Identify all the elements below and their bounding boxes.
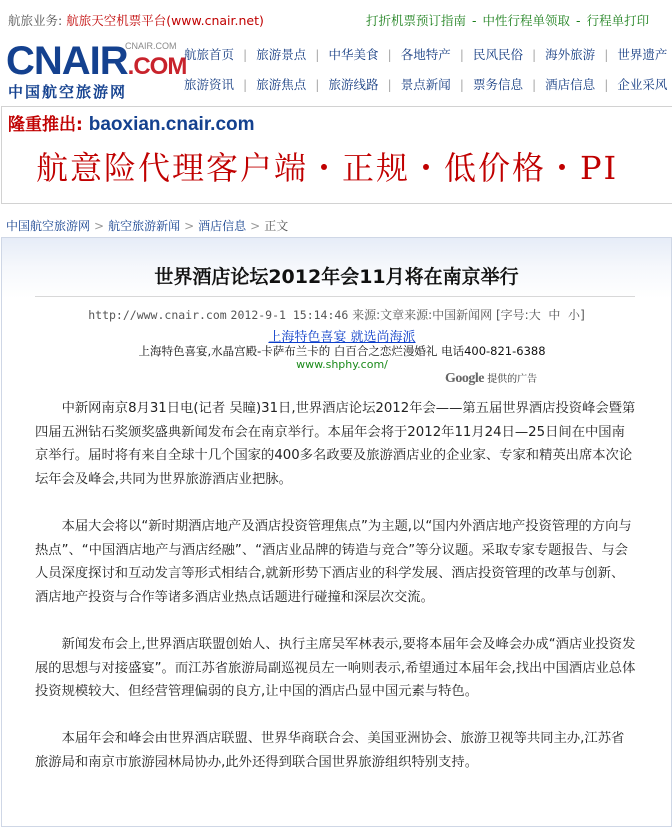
google-logo: Google: [445, 371, 484, 386]
nav-travel-focus[interactable]: 旅游焦点: [256, 77, 307, 92]
article-paragraph: 新闻发布会上,世界酒店联盟创始人、执行主席吴军林表示,要将本届年会及峰会办成“酒店业投资发展的思想与对接盛宴”。而江苏省旅游局副巡视员左一响则表示,希望通过本届年会,找出中国酒店业总体投资规模较大、但经营管理偏弱的良方,让中国的酒店凸显中国元素与特色。: [35, 636, 636, 700]
nav-hotel-info[interactable]: 酒店信息: [545, 77, 596, 92]
business-label: 航旅业务:: [8, 13, 63, 28]
top-link-separator: -: [576, 13, 581, 28]
banner-headline: 隆重推出: baoxian.cnair.com: [8, 114, 255, 135]
article-paragraph: 本届大会将以“新时期酒店地产及酒店投资管理焦点”为主题,以“国内外酒店地产投资管理的方向与热点”、“中国酒店地产与酒店经融”、“酒店业品牌的铸造与竞合”等分议题。采取专家专题报告、与会人员深度探讨和互动发言等形式相结合,就新形势下酒店业的科学发展、酒店投资管理的改革与创新、酒店地产投资与合作等诸多酒店业热点话题进行碰撞和深层次交流。: [35, 518, 632, 605]
nav-home[interactable]: 航旅首页: [184, 47, 235, 62]
font-size-end: ]: [580, 308, 585, 322]
top-link-separator: -: [472, 13, 477, 28]
breadcrumb-separator: >: [250, 219, 261, 233]
logo-small-text: CNAIR.COM: [125, 41, 177, 51]
google-ads-attribution[interactable]: [445, 370, 537, 387]
title-divider: [35, 296, 635, 297]
breadcrumb: [6, 217, 288, 234]
top-bar: [0, 0, 672, 36]
meta-url: http://www.cnair.com: [88, 308, 227, 322]
nav-folk-customs[interactable]: 民风民俗: [472, 47, 523, 62]
breadcrumb-hotel-info[interactable]: 酒店信息: [198, 219, 247, 233]
article-body: [35, 397, 637, 798]
breadcrumb-separator: >: [94, 219, 105, 233]
font-size-label: [字号:: [496, 308, 529, 322]
article-paragraph: 中新网南京8月31日电(记者 吴瞳)31日,世界酒店论坛2012年会——第五届世界酒店投资峰会暨第四届五洲钻石奖颁奖盛典新闻发布会在南京举行。本届年会将于2012年11月24日—25日间在中国南京举行。届时将有来自全球十几个国家的400多名政要及旅游酒店业的企业家、专家和精英出席本次论坛年会及峰会,共同为世界旅游酒店业把脉。: [35, 401, 636, 487]
nav-overseas-travel[interactable]: 海外旅游: [545, 47, 596, 62]
top-link-discount-guide[interactable]: 打折机票预订指南: [366, 13, 467, 28]
logo-chinese-name: 中国航空旅游网: [8, 83, 128, 101]
nav-scenic-spots[interactable]: 旅游景点: [256, 47, 307, 62]
article-title: 世界酒店论坛2012年会11月将在南京举行: [154, 266, 519, 288]
nav-scenic-news[interactable]: 景点新闻: [400, 77, 451, 92]
article-meta: [2, 306, 671, 323]
font-size-medium[interactable]: 中: [548, 308, 561, 322]
google-text-ad: [112, 326, 572, 388]
insurance-banner-ad[interactable]: [1, 106, 672, 204]
breadcrumb-home[interactable]: 中国航空旅游网: [6, 219, 91, 233]
nav-travel-news[interactable]: 旅游资讯: [184, 77, 235, 92]
ad-url-link[interactable]: www.shphy.com/: [296, 358, 388, 371]
top-link-itinerary-print[interactable]: 行程单打印: [586, 13, 650, 28]
top-link-itinerary-collect[interactable]: 中性行程单领取: [482, 13, 571, 28]
site-logo[interactable]: [6, 39, 187, 101]
nav-travel-routes[interactable]: 旅游线路: [328, 77, 379, 92]
business-line: [8, 11, 264, 29]
ad-headline-link[interactable]: 上海特色喜宴 就选尚海派: [268, 330, 416, 345]
breadcrumb-current: 正文: [264, 219, 289, 233]
main-nav-row-1: 航旅首页 | 旅游景点 | 中华美食 | 各地特产 | 民风民俗 | 海外旅游 | 世界遗产: [184, 47, 668, 62]
main-nav-row-2: 旅游资讯 | 旅游焦点 | 旅游线路 | 景点新闻 | 票务信息 | 酒店信息 | 企业采风: [184, 77, 668, 92]
nav-ticket-info[interactable]: 票务信息: [472, 77, 523, 92]
banner-slogan: 航意险代理客户端・正规・低价格・PI: [36, 149, 619, 187]
breadcrumb-separator: >: [184, 219, 195, 233]
logo-wordmark: CNAIR.COM: [6, 39, 187, 83]
top-links: [366, 11, 649, 29]
nav-local-specialties[interactable]: 各地特产: [400, 47, 451, 62]
ad-description: 上海特色喜宴,水晶宫殿-卡萨布兰卡的 白百合之恋烂漫婚礼 电话400-821-6388: [138, 344, 546, 358]
nav-corporate[interactable]: 企业采风: [617, 77, 668, 92]
article-paragraph: 本届年会和峰会由世界酒店联盟、世界华商联合会、美国亚洲协会、旅游卫视等共同主办,江苏省旅游局和南京市旅游园林局协办,此外还得到联合国世界旅游组织特别支持。: [35, 731, 625, 770]
nav-world-heritage[interactable]: 世界遗产: [617, 47, 668, 62]
font-size-small[interactable]: 小: [568, 308, 581, 322]
platform-link[interactable]: 航旅天空机票平台(www.cnair.net): [66, 13, 264, 28]
meta-source: 来源:文章来源:中国新闻网: [352, 308, 493, 322]
font-size-large[interactable]: 大: [528, 308, 541, 322]
article-panel: [1, 237, 672, 827]
meta-date: 2012-9-1 15:14:46: [230, 308, 349, 322]
breadcrumb-news[interactable]: 航空旅游新闻: [108, 219, 181, 233]
nav-chinese-food[interactable]: 中华美食: [328, 47, 379, 62]
ad-provided-text: 提供的广告: [487, 374, 538, 385]
